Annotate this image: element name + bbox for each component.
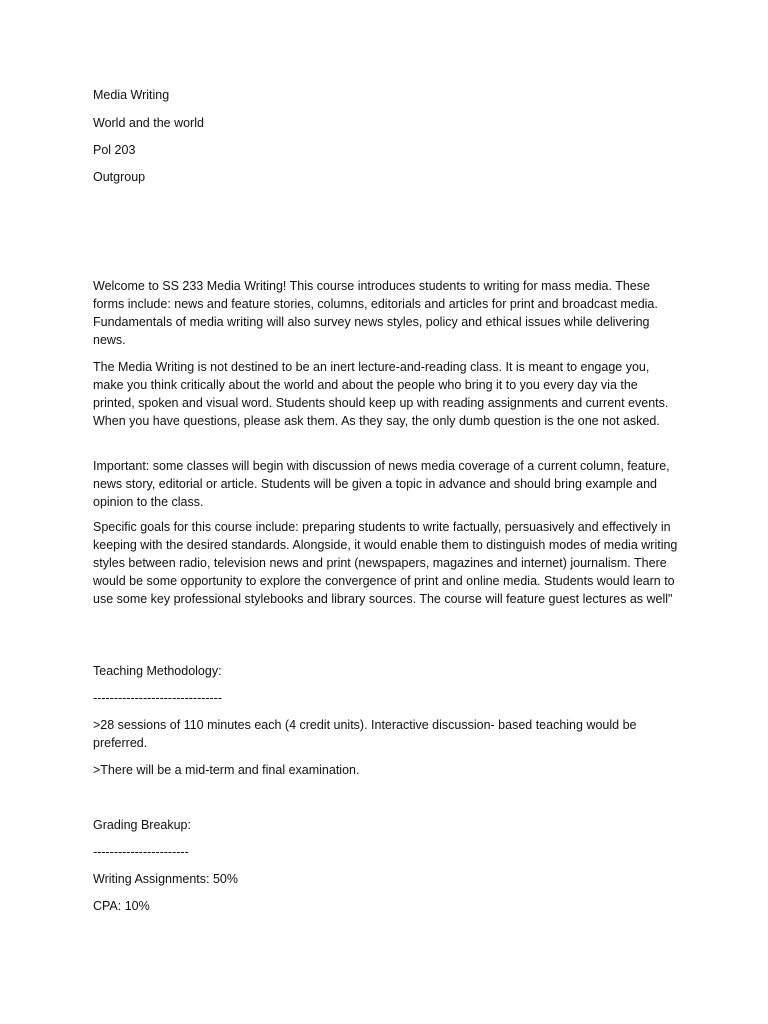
teaching-divider: ------------------------------- [93, 691, 223, 705]
teaching-item-sessions: >28 sessions of 110 minutes each (4 credit units). Interactive discussion- based teaching would be preferred. [93, 718, 637, 750]
intro-paragraph-welcome: Welcome to SS 233 Media Writing! This course introduces students to writing for mass media. These forms include: news and feature stories, columns, editorials and articles for print and broadcast media. Fundamentals of media writing will also survey news styles, policy and ethical issues while delivering news. [93, 279, 658, 347]
course-subtitle: World and the world [93, 116, 204, 130]
teaching-item-exams: >There will be a mid-term and final examination. [93, 763, 360, 777]
course-group: Outgroup [93, 170, 146, 184]
teaching-heading: Teaching Methodology: [93, 664, 222, 678]
grading-divider: ----------------------- [93, 845, 189, 859]
grading-item-writing: Writing Assignments: 50% [93, 872, 238, 886]
grading-heading: Grading Breakup: [93, 818, 191, 832]
course-code: Pol 203 [93, 143, 136, 157]
grading-item-cpa: CPA: 10% [93, 899, 150, 913]
intro-paragraph-goals: Specific goals for this course include: preparing students to write factually, persuasively and effectively in keeping with the desired standards. Alongside, it would enable them to distinguish modes of media writing styles between radio, television news and print (newspapers, magazines and internet) journalism. There would be some opportunity to explore the convergence of print and online media. Students would learn to use some key professional stylebooks and library sources. The course will feature guest lectures as well" [93, 520, 678, 606]
intro-paragraph-important: Important: some classes will begin with discussion of news media coverage of a current column, feature, news story, editorial or article. Students will be given a topic in advance and should bring example and opinion to the class. [93, 459, 670, 509]
course-name: Media Writing [93, 88, 170, 102]
intro-paragraph-engagement: The Media Writing is not destined to be an inert lecture-and-reading class. It is meant to engage you, make you think critically about the world and about the people who bring it to you every day via the printed, spoken and visual word. Students should keep up with reading assignments and current events. When you have questions, please ask them. As they say, the only dumb question is the one not asked. [93, 360, 669, 428]
